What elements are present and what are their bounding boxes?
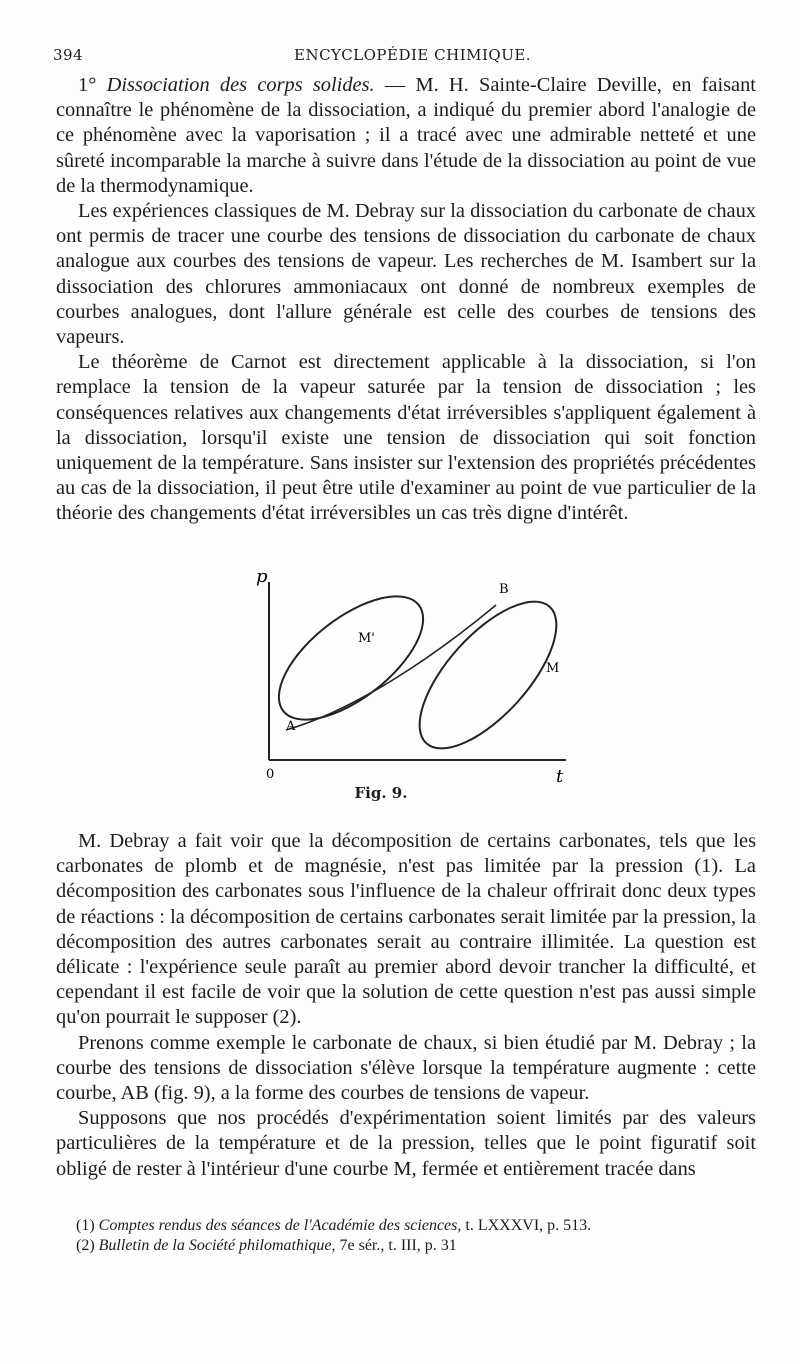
footnote-mark: (1): [76, 1217, 95, 1234]
label-m: M: [546, 661, 560, 676]
closed-curve-m-prime: [259, 574, 444, 743]
footnote-ref: 7e sér., t. III, p. 31: [335, 1237, 457, 1254]
figure-caption: Fig. 9.: [354, 784, 408, 802]
paragraph: Prenons comme exemple le carbonate de chaux, si bien étudié par M. Debray ; la courbe des tensions de dissociation s'élève lorsque la température augmente : cette courbe, AB (fig. 9), a la forme des courbes de tensions de vapeur.: [56, 1031, 756, 1105]
book-page: [53, 0, 756, 1364]
page-header: [53, 46, 756, 68]
footnote-title: Comptes rendus des séances de l'Académie des sciences,: [98, 1217, 462, 1234]
text-block-bottom: [56, 829, 756, 1182]
paragraph: M. Debray a fait voir que la décomposition de certains carbonates, tels que les carbonates de plomb et de magnésie, n'est pas limitée par la pression (1). La décomposition des carbonates sous l'influence de la chaleur offrirait donc deux types de réactions : la décomposition de certains carbonates serait limitée par la pression, la décomposition des autres carbonates serait au contraire illimitée. La question est délicate : l'expérience seule paraît au premier abord devoir trancher la difficulté, et cependant il est facile de voir que la solution de cette question n'est pas aussi simple qu'on pourrait le supposer (2).: [56, 830, 756, 1029]
footnote-2: [76, 1236, 756, 1256]
footnote-ref: t. LXXXVI, p. 513.: [461, 1217, 592, 1234]
label-b: B: [499, 582, 509, 597]
paragraph: Le théorème de Carnot est directement applicable à la dissociation, si l'on remplace la tension de la vapeur saturée par la tension de dissociation ; les conséquences relatives aux changements d'état irréversibles s'appliquent également à la dissociation, lorsqu'il existe une tension de dissociation qui soit fonction uniquement de la température. Sans insister sur l'extension des propriétés précédentes au cas de la dissociation, il peut être utile d'examiner au point de vue particulier de la théorie des changements d'état irréversibles un cas très digne d'intérêt.: [56, 351, 756, 525]
figure-9: [226, 560, 666, 820]
paragraph-section-intro: [56, 73, 756, 199]
paragraph: Supposons que nos procédés d'expérimentation soient limités par des valeurs particulières de la température et de la pression, telles que le point figuratif soit obligé de rester à l'intérieur d'une courbe M, fermée et entièrement tracée dans: [56, 1107, 756, 1180]
running-head: ENCYCLOPÉDIE CHIMIQUE.: [294, 46, 532, 64]
page-number: 394: [53, 46, 84, 64]
paragraph-text: M. H. Sainte-Claire Deville, en faisant connaître le phénomène de la dissociation, a indiqué du premier abord l'analogie de ce phénomène avec la vaporisation ; il a tracé avec une admirable netteté et une sûreté incomparable la marche à suivre dans l'étude de la dissociation au point de vue de la thermodynamique.: [56, 74, 756, 197]
label-a: A: [286, 719, 296, 734]
label-origin: 0: [266, 767, 275, 782]
label-p: p: [256, 566, 268, 587]
footnotes: [56, 1216, 756, 1256]
curve-ab: [286, 605, 496, 730]
figure-diagram: [226, 560, 666, 820]
section-number: 1°: [78, 74, 97, 96]
label-m-prime: M': [358, 631, 375, 646]
footnote-mark: (2): [76, 1237, 95, 1254]
footnote-title: Bulletin de la Société philomathique,: [98, 1237, 336, 1254]
footnote-1: [76, 1216, 756, 1236]
text-block-top: [56, 73, 756, 527]
section-title: Dissociation des corps solides.: [106, 74, 375, 96]
label-t: t: [556, 766, 564, 787]
section-dash: —: [374, 74, 416, 96]
paragraph: Les expériences classiques de M. Debray sur la dissociation du carbonate de chaux ont permis de tracer une courbe des tensions de dissociation du carbonate de chaux analogue aux courbes des tensions de vapeur. Les recherches de M. Isambert sur la dissociation des chlorures ammoniacaux ont donné de nombreux exemples de courbes analogues, dont l'allure générale est celle des courbes de tensions des vapeurs.: [56, 200, 756, 349]
